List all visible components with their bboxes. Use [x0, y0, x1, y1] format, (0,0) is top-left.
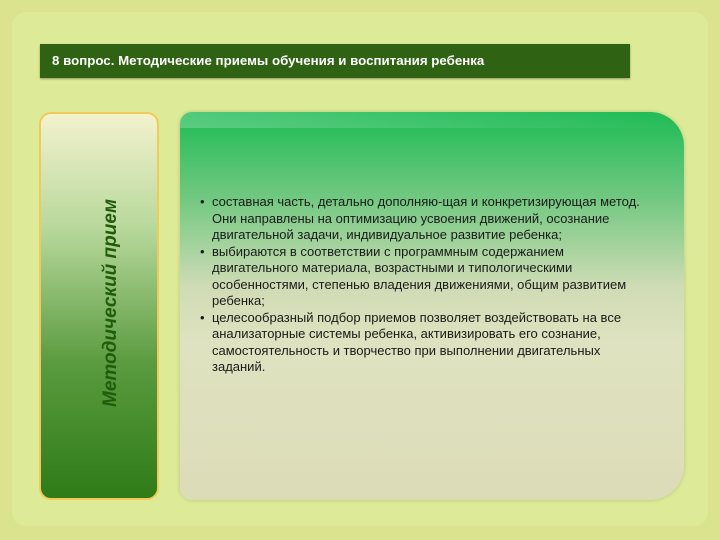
- bullet-text: выбираются в соответствии с программным содержанием двигательного материала, возрастными и типологическими особенностями, степенью владения движениями, общим развитием ребенка;: [212, 243, 627, 308]
- bullet-item-1: [200, 194, 648, 244]
- slide-title: 8 вопрос. Методические приемы обучения и воспитания ребенка: [52, 53, 485, 68]
- bullet-text: целесообразный подбор приемов позволяет воздействовать на все анализаторные системы ребенка, активизировать его сознание, самостоятельность и творчество при выполнении двигательных заданий.: [212, 309, 622, 374]
- bullet-marker: •: [200, 243, 205, 259]
- side-label: Методический прием: [100, 199, 121, 407]
- side-label-container: [81, 173, 141, 433]
- bullet-item-3: [200, 310, 648, 376]
- bullet-item-2: [200, 244, 648, 310]
- bullet-marker: •: [200, 309, 205, 325]
- bullet-list: [200, 194, 648, 376]
- bullet-marker: •: [200, 194, 205, 209]
- bullet-text: составная часть, детально дополняю-щая и конкретизирующая метод. Они направлены на оптимизацию усвоения движений, осознание двигательной задачи, индивидуальное развитие ребенка;: [212, 194, 640, 242]
- title-bar: [40, 44, 630, 78]
